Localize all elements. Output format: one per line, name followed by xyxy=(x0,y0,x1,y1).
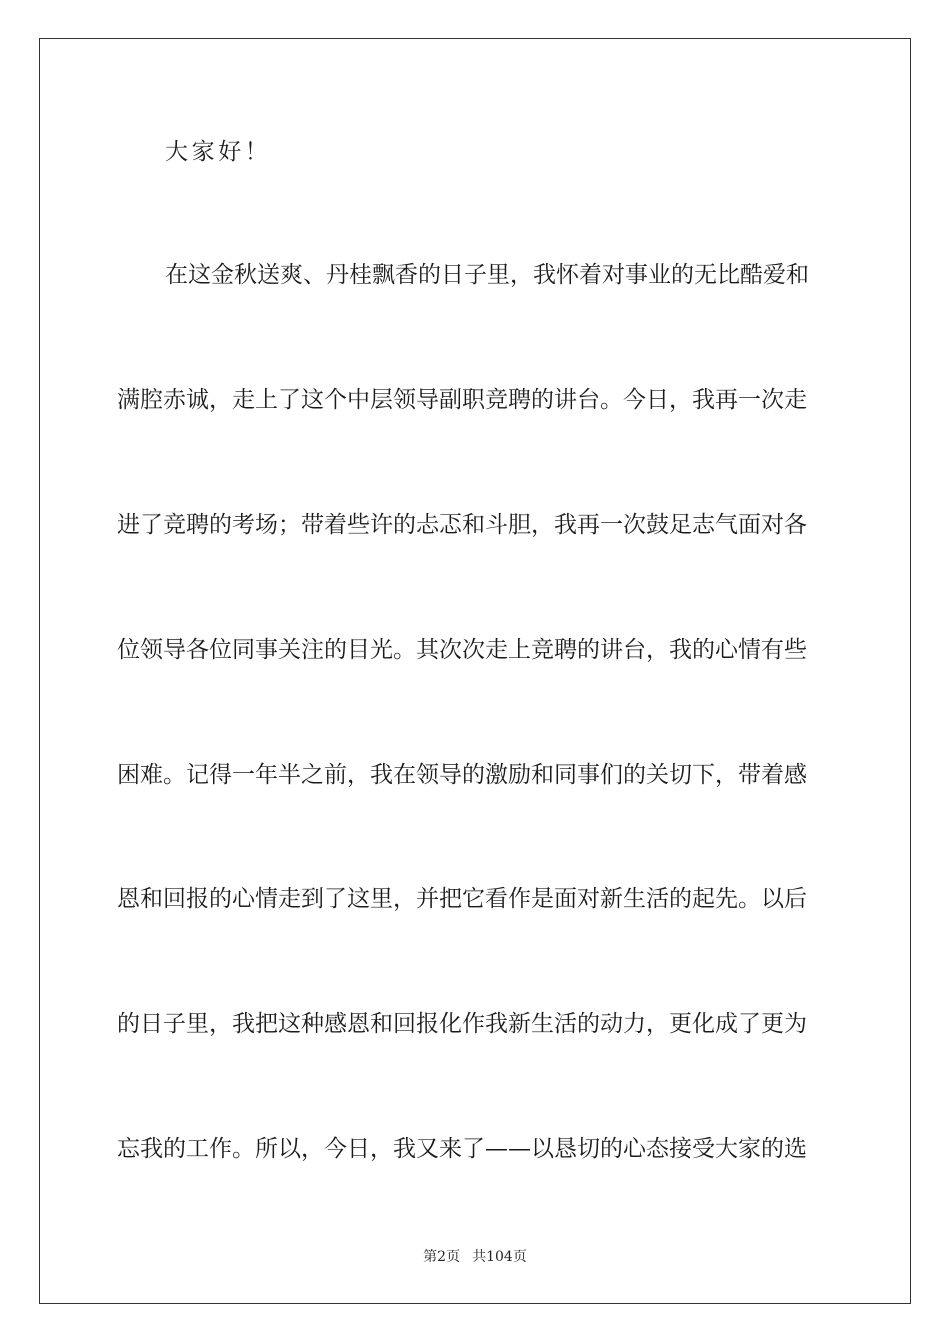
page-total: 共104页 xyxy=(472,1249,527,1265)
body-line-3: 进了竞聘的考场；带着些许的忐忑和斗胆，我再一次鼓足志气面对各 xyxy=(117,512,807,538)
body-line-7: 的日子里，我把这种感恩和回报化作我新生活的动力，更化成了更为 xyxy=(117,1011,807,1037)
greeting-line: 大家好！ xyxy=(165,139,272,165)
body-line-4: 位领导各位同事关注的目光。其次次走上竞聘的讲台，我的心情有些 xyxy=(117,637,807,663)
body-line-8: 忘我的工作。所以，今日，我又来了——以恳切的心态接受大家的选 xyxy=(117,1136,807,1162)
body-line-5: 困难。记得一年半之前，我在领导的激励和同事们的关切下，带着感 xyxy=(117,762,807,788)
body-line-2: 满腔赤诚，走上了这个中层领导副职竞聘的讲台。今日，我再一次走 xyxy=(117,387,807,413)
page-border xyxy=(39,38,911,1304)
page-number: 第2页 xyxy=(423,1249,461,1265)
page-footer xyxy=(0,1248,950,1266)
body-line-6: 恩和回报的心情走到了这里，并把它看作是面对新生活的起先。以后 xyxy=(117,886,807,912)
body-line-1: 在这金秋送爽、丹桂飘香的日子里，我怀着对事业的无比酷爱和 xyxy=(165,262,809,288)
